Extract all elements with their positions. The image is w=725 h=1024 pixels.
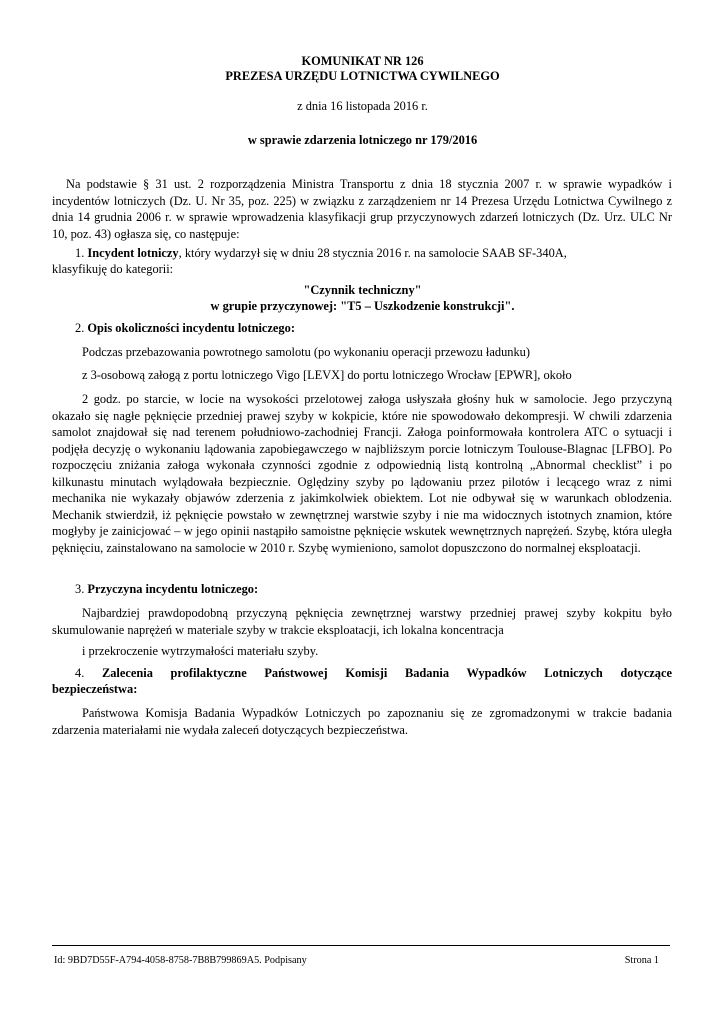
section-2-body: 2 godz. po starcie, w locie na wysokości przelotowej załoga usłyszała głośny huk w samolocie. Jego przyczyną okazało się nagłe pęknięcie przedniej prawej szyby w kokpicie, które nie spowodowało dekompresji. W chwili zdarzenia samolot znajdował się nad terenem południowo-zachodniej Francji. Załoga poinformowała kontrolera ATC o sytuacji i podjęła decyzję o wykonaniu lądowania zapobiegawczego w najbliższym porcie lotniczym Toulouse-Blagnac [LFBO]. Po rozpoczęciu zniżania załoga wykonała czynności zgodnie z odpowiednią listą kontrolną „Abnormal checklist” i po kilkunastu minutach wylądowała bezpiecznie. Oględziny szyby po lądowaniu przez pilotów i lecącego wraz z nimi mechanika nie wykazały objawów zderzenia z jakimkolwiek obiektem. Lot nie odbywał się w warunkach oblodzenia. Mechanik stwierdził, iż pęknięcie powstało w zewnętrznej warstwie szyby i nie ma widocznych istotnych znamion, które mogłyby je zainicjować – w jego opinii nastąpiło samoistne pęknięcie wskutek wewnętrznych naprężeń. Szybę, która uległa pęknięciu, zainstalowano na samolocie w 2010 r. Szybę wymieniono, samolot dopuszczono do normalnej eksploatacji. xyxy=(52,392,672,555)
category-line-2: w grupie przyczynowej: "T5 – Uszkodzenie konstrukcji". xyxy=(210,299,515,313)
title-line-1: KOMUNIKAT NR 126 xyxy=(301,54,424,68)
section-1-text-line-2: klasyfikuję do kategorii: xyxy=(52,262,174,276)
subject-line: w sprawie zdarzenia lotniczego nr 179/2016 xyxy=(247,133,478,147)
section-2-line-b: z 3-osobową załogą z portu lotniczego Vigo [LEVX] do portu lotniczego Wrocław [EPWR], około xyxy=(82,368,572,382)
intro-paragraph: Na podstawie § 31 ust. 2 rozporządzenia Ministra Transportu z dnia 18 stycznia 2007 r. w sprawie wypadków i incydentów lotniczych (Dz. U. Nr 35, poz. 225) w związku z zarządzeniem nr 14 Prezesa Urzędu Lotnictwa Cywilnego z dnia 14 grudnia 2006 r. w sprawie wprowadzenia klasyfikacji grup przyczynowych zdarzeń lotniczych (Dz. Urz. ULC Nr 10, poz. 43) ogłasza się, co następuje: xyxy=(52,177,672,241)
section-3-body: Najbardziej prawdopodobną przyczyną pęknięcia zewnętrznej warstwy przedniej prawej szyby kokpitu było skumulowanie naprężeń w materiale szyby w trakcie eksploatacji, ich lokalna koncentracja xyxy=(52,606,672,637)
footer-id: Id: 9BD7D55F-A794-4058-8758-7B8B799869A5. Podpisany xyxy=(54,955,307,966)
section-4-number: 4. xyxy=(75,666,85,680)
section-2-line-a: Podczas przebazowania powrotnego samolotu (po wykonaniu operacji przewozu ładunku) xyxy=(82,345,530,359)
category-line-1: "Czynnik techniczny" xyxy=(303,283,422,297)
footer-divider xyxy=(52,945,670,946)
section-2-number: 2. xyxy=(75,321,85,335)
section-4-title-line-1: Zalecenia profilaktyczne Państwowej Komisji Badania Wypadków Lotniczych dotyczące xyxy=(101,666,672,680)
section-1-text: , który wydarzył się w dniu 28 stycznia 2016 r. na samolocie SAAB SF-340A, xyxy=(178,246,567,260)
section-3-line-c: i przekroczenie wytrzymałości materiału szyby. xyxy=(82,644,319,658)
section-1-number: 1. xyxy=(75,246,85,260)
section-4-heading xyxy=(75,666,672,681)
section-4-body: Państwowa Komisja Badania Wypadków Lotniczych po zapoznaniu się ze zgromadzonymi w trakcie badania zdarzenia materiałami nie wydała zaleceń dotyczących bezpieczeństwa. xyxy=(52,706,672,737)
title-line-2: PREZESA URZĘDU LOTNICTWA CYWILNEGO xyxy=(225,69,500,83)
date-line: z dnia 16 listopada 2016 r. xyxy=(297,99,428,113)
section-2-heading xyxy=(75,321,295,336)
section-3-title: Przyczyna incydentu lotniczego: xyxy=(87,582,259,596)
section-1-heading xyxy=(75,246,672,261)
section-1-title: Incydent lotniczy xyxy=(87,246,179,260)
section-3-number: 3. xyxy=(75,582,85,596)
footer-page-number: Strona 1 xyxy=(624,955,659,966)
section-2-title: Opis okoliczności incydentu lotniczego: xyxy=(87,321,295,335)
section-4-title-line-2: bezpieczeństwa: xyxy=(52,682,138,696)
section-3-heading xyxy=(75,582,258,597)
